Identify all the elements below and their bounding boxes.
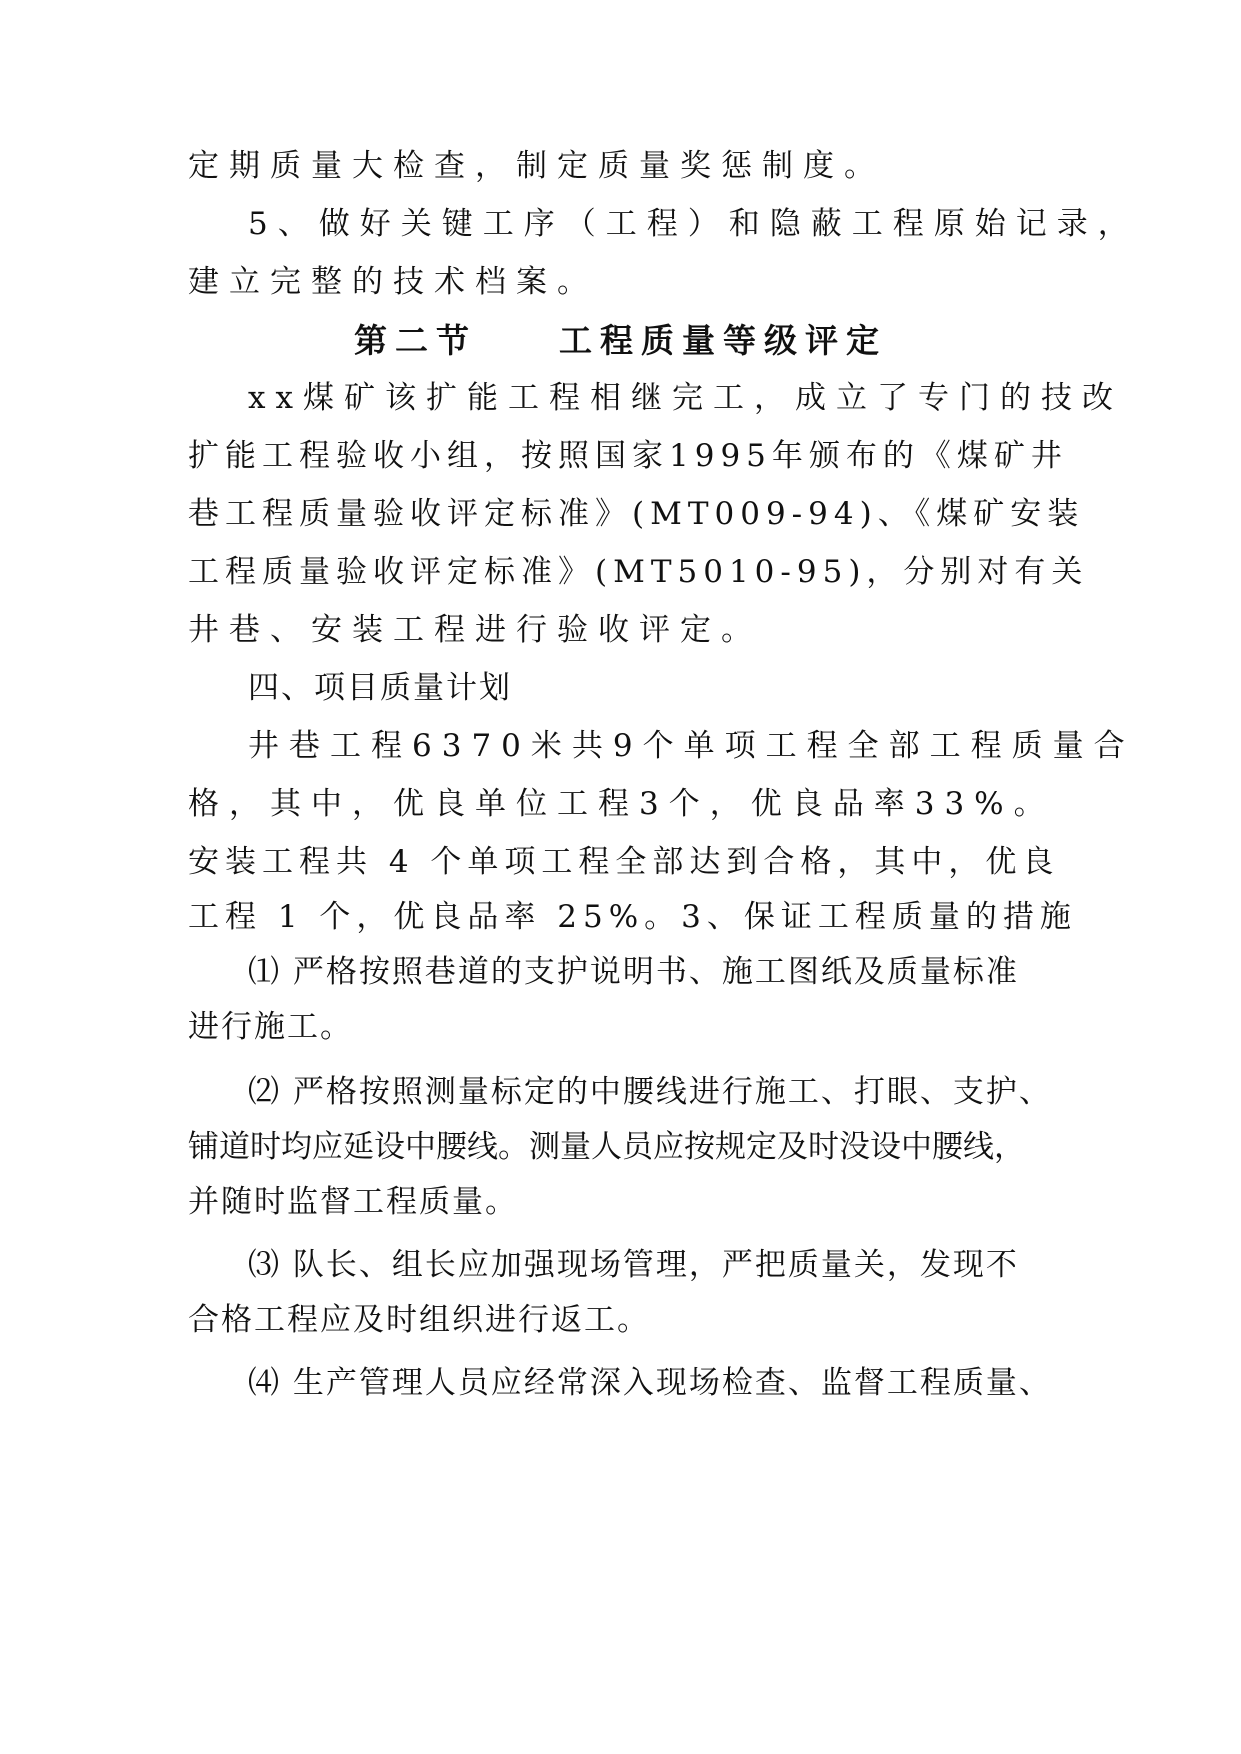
- paragraph-line: 安装工程共 4 个单项工程全部达到合格，其中，优良: [188, 844, 1060, 880]
- paragraph-line: 井巷工程6370米共9个单项工程全部工程质量合: [248, 728, 1135, 764]
- paragraph-line: ⑵ 严格按照测量标定的中腰线进行施工、打眼、支护、: [248, 1074, 1052, 1110]
- paragraph-line: 铺道时均应延设中腰线。测量人员应按规定及时没设中腰线，: [188, 1129, 1025, 1165]
- paragraph-line: ⑴ 严格按照巷道的支护说明书、施工图纸及质量标准: [248, 954, 1019, 990]
- paragraph-line: 巷工程质量验收评定标准》(MT009-94)、《煤矿安装: [188, 496, 1085, 532]
- paragraph-line: 扩能工程验收小组，按照国家1995年颁布的《煤矿井: [188, 438, 1068, 474]
- paragraph-line: 定期质量大检查，制定质量奖惩制度。: [188, 148, 885, 184]
- section-heading: 第二节 工程质量等级评定: [354, 321, 887, 360]
- section-subtitle: 四、项目质量计划: [248, 670, 512, 706]
- paragraph-line: ⑷ 生产管理人员应经常深入现场检查、监督工程质量、: [248, 1365, 1052, 1401]
- paragraph-line: 井巷、安装工程进行验收评定。: [188, 612, 762, 648]
- paragraph-line: 并随时监督工程质量。: [188, 1184, 518, 1220]
- paragraph-line: 进行施工。: [188, 1009, 353, 1045]
- paragraph-line: 工程 1 个，优良品率 25%。3、保证工程质量的措施: [188, 899, 1077, 935]
- paragraph-line: 合格工程应及时组织进行返工。: [188, 1302, 650, 1338]
- paragraph-line: xx煤矿该扩能工程相继完工，成立了专门的技改: [248, 380, 1123, 416]
- paragraph-line: 建立完整的技术档案。: [188, 264, 598, 300]
- paragraph-line: 工程质量验收评定标准》(MT5010-95)，分别对有关: [188, 554, 1089, 590]
- paragraph-line: ⑶ 队长、组长应加强现场管理，严把质量关，发现不: [248, 1247, 1019, 1283]
- paragraph-line: 5、做好关键工序（工程）和隐蔽工程原始记录，: [248, 206, 1139, 242]
- paragraph-line: 格，其中，优良单位工程3个，优良品率33%。: [188, 786, 1055, 822]
